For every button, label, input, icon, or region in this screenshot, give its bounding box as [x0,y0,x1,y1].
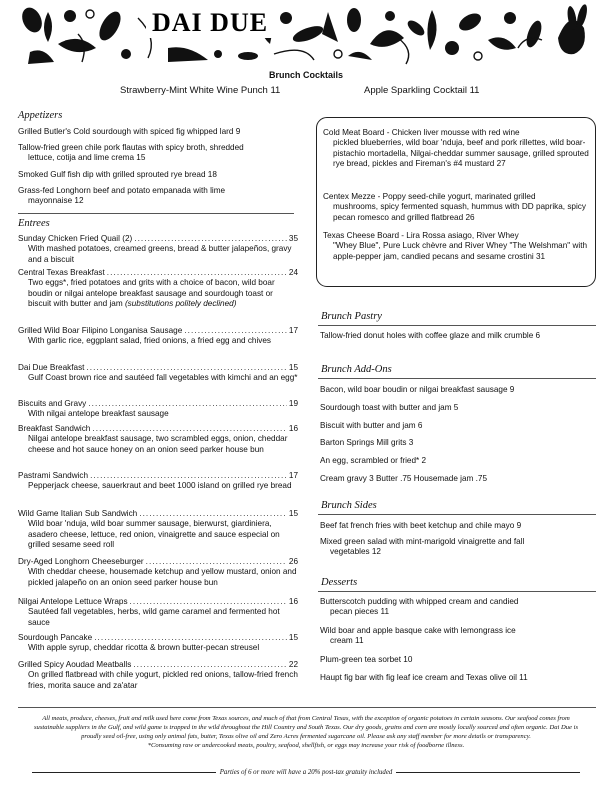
board-item: Centex Mezze - Poppy seed-chile yogurt, marinated grilled mushrooms, spicy fermented squash, hummus with DD paprika, spicy pecan romesco and grilled flatbread 26 [323,192,586,222]
footer-divider [18,707,596,708]
section-divider [18,213,294,214]
entree-item: Breakfast Sandwich . . . 16 Nilgai antelope breakfast sausage, two scrambled eggs, onion, cheddar cheese and hot sauce honey on an onion seed parker house bun [18,424,298,455]
appetizers-heading: Appetizers [18,110,63,121]
pastry-item: Tallow-fried donut holes with coffee glaze and milk crumble 6 [320,331,541,340]
sourcing-note: All meats, produce, cheeses, fruit and milk used here come from Texas sources, and much of that from Central Texas, with the exception of organic potatoes in certain seasons. Our seafood comes from sustainable suppliers in the Gulf, and wild game is trapped in the wild throughout the Hill Country and South Texas. Our dry goods, grains and corn are mostly locally sourced and often organic. Dai Due is proudly seed oil-free, using only animal fats, butter, Texas olive oil and Zero Acres fermented sugarcane oil. Please ask any staff member for more details or transparency. [33,715,579,740]
entree-item: Biscuits and Gravy . . . 19 With nilgai antelope breakfast sausage [18,399,298,420]
entree-item: Pastrami Sandwich . . . 17 Pepperjack cheese, sauerkraut and beet 1000 island on grilled rye bread [18,471,298,492]
entree-item: Dai Due Breakfast . . . 15 Gulf Coast brown rice and sautéed fall vegetables with kimchi and an egg* [18,363,298,384]
cocktail-item: Apple Sparkling Cocktail 11 [364,85,480,96]
dessert-item: Plum-green tea sorbet 10 [320,655,413,664]
addon-item: Sourdough toast with butter and jam 5 [320,403,459,412]
section-divider [318,378,596,379]
side-item: Mixed green salad with mint-marigold vinaigrette and fall vegetables 12 [320,537,525,557]
desserts-heading: Desserts [321,577,358,588]
dessert-item: Wild boar and apple basque cake with lemongrass ice cream 11 [320,626,516,646]
botanical-illustration [18,4,596,66]
entree-item: Grilled Spicy Aoudad Meatballs . . . 22 On grilled flatbread with chile yogurt, pickled red onions, tallow-fried french fries, morita sauce and za'atar [18,660,298,691]
appetizer-item: Tallow-fried green chile pork flautas with spicy broth, shredded lettuce, cotija and lime crema 15 [18,143,244,163]
board-item: Cold Meat Board - Chicken liver mousse with red wine pickled blueberries, wild boar 'nduja, beef and pork rillettes, wild boar-pistachio mortadella, Nilgai-cheddar summer sausage, grilled sprouted rye bread, pickles and Fireman's #4 mustard 27 [323,128,589,169]
addons-heading: Brunch Add-Ons [321,364,392,375]
side-item: Beef fat french fries with beet ketchup and chile mayo 9 [320,521,522,530]
food-safety-warning: *Consuming raw or undercooked meats, poultry, seafood, shellfish, or eggs may increase your risk of foodborne illness. [147,742,465,749]
entrees-heading: Entrees [18,218,50,229]
section-divider [318,591,596,592]
dessert-item: Haupt fig bar with fig leaf ice cream and Texas olive oil 11 [320,673,528,682]
addon-item: Cream gravy 3 Butter .75 Housemade jam .75 [320,474,488,483]
header-banner [18,4,596,66]
cocktail-item: Strawberry-Mint White Wine Punch 11 [120,85,281,96]
board-item: Texas Cheese Board - Lira Rossa asiago, River Whey "Whey Blue", Pure Luck chèvre and River Whey "The Welshman" with apple-pepper jam, candied pecans and sesame crostini 31 [323,231,588,261]
section-divider [318,325,596,326]
entree-item: Central Texas Breakfast . . . 24 Two eggs*, fried potatoes and grits with a choice of bacon, wild boar boudin or nilgai antelope breakfast sausage and sourdough toast or biscuit with butter and jam (substitutions politely declined) [18,268,298,310]
sides-heading: Brunch Sides [321,500,377,511]
dessert-item: Butterscotch pudding with whipped cream and candied pecan pieces 11 [320,597,519,617]
entree-item: Wild Game Italian Sub Sandwich . . . 15 Wild boar 'nduja, wild boar summer sausage, bierwurst, giardiniera, asadero cheese, lettuce, red onion, vinaigrette and sauce especial on grilled sesame seed roll [18,509,298,551]
section-divider [318,514,596,515]
addon-item: Barton Springs Mill grits 3 [320,438,414,447]
gratuity-note: Parties of 6 or more will have a 20% post-tax gratuity included [219,769,393,776]
appetizer-item: Grass-fed Longhorn beef and potato empanada with lime mayonnaise 12 [18,186,226,206]
entree-item: Grilled Wild Boar Filipino Longanisa Sausage . . . 17 With garlic rice, eggplant salad, fried onions, a fried egg and chives [18,326,298,347]
appetizer-item: Smoked Gulf fish dip with grilled sprouted rye bread 18 [18,170,217,179]
footer-notes [28,714,584,750]
entree-item: Sunday Chicken Fried Quail (2) . . . 35 With mashed potatoes, creamed greens, bread & butter jalapeños, gravy and a biscuit [18,234,298,265]
addon-item: Biscuit with butter and jam 6 [320,421,423,430]
gratuity-line [28,769,584,776]
cocktails-heading: Brunch Cocktails [268,70,344,80]
entree-item: Nilgai Antelope Lettuce Wraps . . . 16 Sautéed fall vegetables, herbs, wild game caramel and fermented hot sauce [18,597,298,628]
entree-item: Sourdough Pancake . . . 15 With apple syrup, cheddar ricotta & brown butter-pecan streusel [18,633,298,654]
addon-item: An egg, scrambled or fried* 2 [320,456,427,465]
entree-item: Dry-Aged Longhorn Cheeseburger . . . 26 With cheddar cheese, housemade ketchup and yellow mustard, onion and pickled jalapeño on an onion seed parker house bun [18,557,298,588]
restaurant-title: DAI DUE [146,8,274,38]
appetizer-item: Grilled Butler's Cold sourdough with spiced fig whipped lard 9 [18,127,241,136]
addon-item: Bacon, wild boar boudin or nilgai breakfast sausage 9 [320,385,515,394]
pastry-heading: Brunch Pastry [321,311,382,322]
